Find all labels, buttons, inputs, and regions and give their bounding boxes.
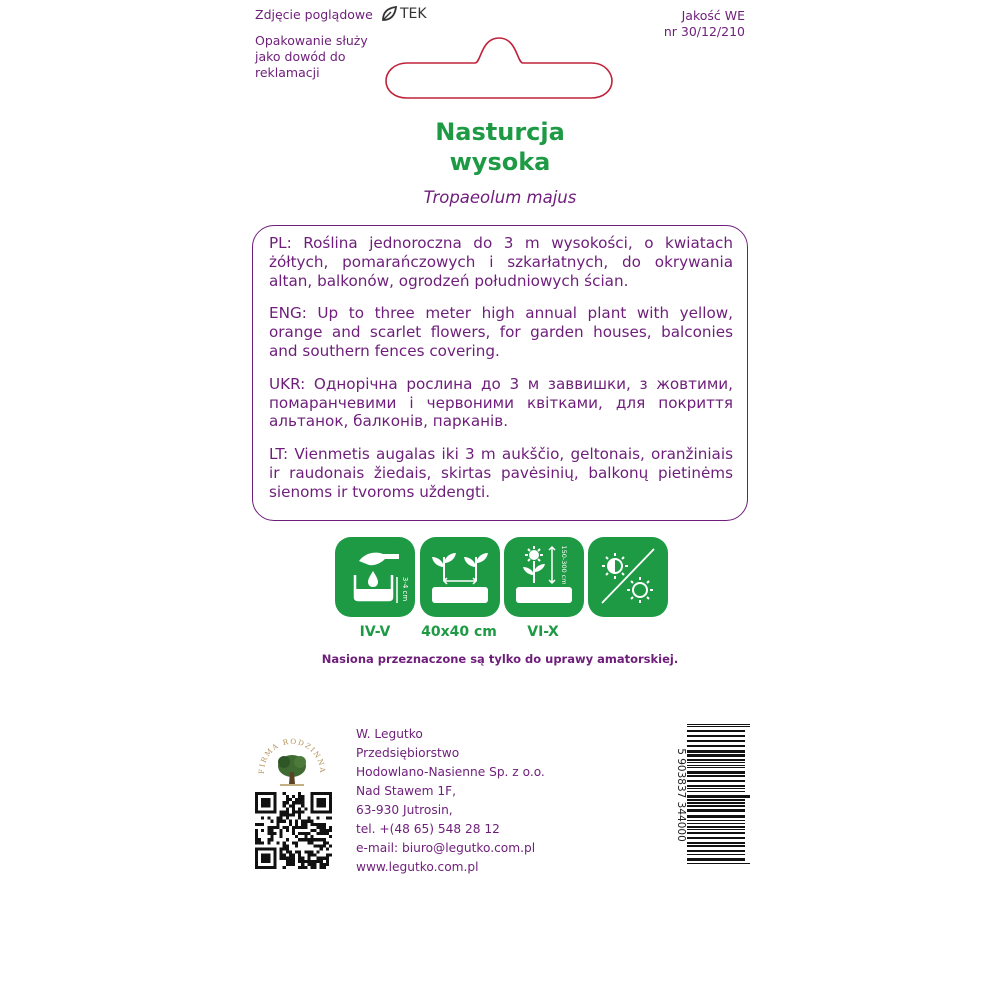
- sowing-time-label: IV-V: [359, 624, 391, 640]
- family-company-logo: [254, 728, 330, 788]
- barcode-number: 5 903837 344000: [675, 748, 687, 842]
- flowering-time-label: VI-X: [527, 624, 559, 640]
- description-lt: LT: Vienmetis augalas iki 3 m aukščio, geltonais, oranžiniais ir raudonais žiedais, skirtas pavėsinių, balkonų pietinėms sienoms ir tvoroms uždengti.: [269, 445, 733, 501]
- qr-code: [255, 792, 332, 869]
- spacing-label: 40x40 cm: [421, 624, 497, 640]
- height-range-text: 150-300 cm: [560, 545, 568, 585]
- company-type: Przedsiębiorstwo: [356, 746, 460, 760]
- company-info: [356, 725, 545, 877]
- company-legal-name: Hodowlano-Nasienne Sp. z o.o.: [356, 765, 545, 779]
- leaf-icon: [380, 5, 398, 23]
- amateur-use-note: Nasiona przeznaczone są tylko do uprawy amatorskiej.: [321, 652, 679, 666]
- product-title: [300, 117, 700, 177]
- company-website[interactable]: www.legutko.com.pl: [356, 860, 479, 874]
- product-title-line-1: Nasturcja: [435, 118, 565, 146]
- tek-mark: [380, 5, 427, 23]
- tek-label: TEK: [400, 6, 427, 22]
- description-ukr: UKR: Однорічна рослина до 3 м заввишки, з жовтими, помаранчевими і червоними квітками, для покриття альтанок, балконів, парканів.: [269, 374, 733, 431]
- company-email[interactable]: e-mail: biuro@legutko.com.pl: [356, 841, 536, 855]
- product-title-line-2: wysoka: [449, 148, 551, 176]
- company-street: Nad Stawem 1F,: [356, 784, 457, 798]
- spacing-icon: [420, 537, 500, 617]
- description-pl: PL: Roślina jednoroczna do 3 m wysokości, o kwiatach żółtych, pomarańczowych i szkarłatnych, do okrywania altan, balkonów, ogrodzeń południowych ścian.: [269, 234, 733, 290]
- logo-arc-text: FIRMA RODZINNA: [256, 736, 328, 775]
- latin-name: Tropaeolum majus: [423, 188, 577, 207]
- sowing-depth-text: 3-4 cm: [401, 576, 409, 602]
- quality-line-2: nr 30/12/210: [663, 24, 745, 39]
- company-name: W. Legutko: [356, 727, 423, 741]
- sun-exposure-icon: [588, 537, 668, 617]
- packaging-note: Opakowanie służy jako dowód do reklamacji: [255, 33, 368, 80]
- barcode: [672, 720, 752, 870]
- company-city: 63-930 Jutrosin,: [356, 803, 453, 817]
- height-icon: [504, 537, 584, 617]
- preview-note: Zdjęcie poglądowe: [255, 7, 373, 22]
- hang-tab-window: [385, 37, 613, 99]
- company-phone: tel. +(48 65) 548 28 12: [356, 822, 500, 836]
- barcode-bars: [687, 724, 750, 864]
- sowing-depth-icon: [335, 537, 415, 617]
- description-box: [252, 225, 748, 521]
- quality-note: [664, 8, 745, 40]
- description-eng: ENG: Up to three meter high annual plant with yellow, orange and scarlet flowers, for garden houses, balconies and southern fences covering.: [269, 304, 733, 360]
- quality-line-1: Jakość WE: [681, 8, 745, 23]
